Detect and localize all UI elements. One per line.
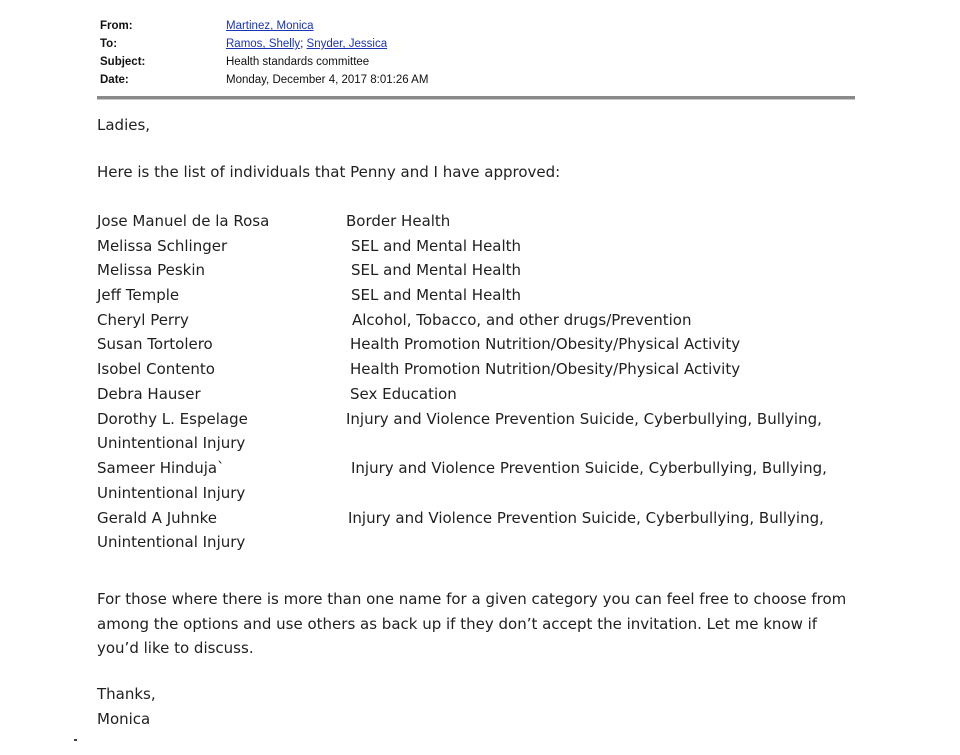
list-item [97,385,857,410]
closing-line: For those where there is more than one name for a given category you can feel free to choose from [97,590,847,608]
person-category: Health Promotion Nutrition/Obesity/Physical Activity [350,335,741,354]
intro-text: Here is the list of individuals that Penny and I have approved: [97,163,561,181]
person-name: Susan Tortolero [97,335,213,354]
person-name: Melissa Peskin [97,261,206,280]
from-label: From: [100,20,133,32]
to-row [100,35,428,53]
to-label: To: [100,38,118,50]
list-item [97,237,857,262]
greeting: Ladies, [97,116,151,134]
person-category: Health Promotion Nutrition/Obesity/Physical Activity [350,360,741,379]
date-value: Monday, December 4, 2017 8:01:26 AM [226,74,429,86]
person-name: Cheryl Perry [97,310,189,329]
recipient-separator: ; [300,38,304,50]
subject-row [100,53,428,71]
closing-line: you’d like to discuss. [97,639,254,658]
person-category: SEL and Mental Health [351,236,522,255]
closing-line: among the options and use others as back up if they don’t accept the invitation. Let me know if [97,614,818,633]
from-sender-link[interactable]: Martinez, Monica [226,20,314,32]
list-item [97,311,857,336]
list-item [97,335,857,360]
list-item [97,509,857,559]
person-category-continuation: Unintentional Injury [97,434,246,453]
person-category: SEL and Mental Health [351,286,522,305]
date-label: Date: [100,74,129,86]
email-header [100,17,428,89]
signoff-name: Monica [97,710,151,728]
thanks-line: Thanks, [97,685,156,703]
stray-mark [74,739,77,741]
list-item [97,286,857,311]
closing-paragraph [97,587,877,661]
list-item [97,410,857,460]
person-category: Injury and Violence Prevention Suicide, Cyberbullying, Bullying, [346,409,822,428]
subject-value: Health standards committee [226,56,370,68]
person-category: SEL and Mental Health [351,261,522,280]
to-recipient-link[interactable]: Ramos, Shelly [226,38,301,50]
person-category: Alcohol, Tobacco, and other drugs/Prevention [352,310,692,329]
person-name: Sameer Hinduja` [97,459,225,477]
person-name: Melissa Schlinger [97,236,228,255]
person-name: Jose Manuel de la Rosa [97,212,270,230]
person-name: Isobel Contento [97,360,215,379]
person-name: Jeff Temple [97,286,180,305]
list-item [97,261,857,286]
to-recipient-link[interactable]: Snyder, Jessica [306,38,388,50]
from-row [100,17,428,35]
subject-label: Subject: [100,56,146,68]
approved-individuals-list [97,212,857,558]
list-item [97,212,857,237]
list-item [97,360,857,385]
person-category: Border Health [346,212,451,230]
person-category-continuation: Unintentional Injury [97,483,246,502]
person-category: Injury and Violence Prevention Suicide, Cyberbullying, Bullying, [348,508,824,527]
header-divider [97,96,855,100]
date-row [100,71,428,89]
list-item [97,459,857,509]
person-category: Injury and Violence Prevention Suicide, Cyberbullying, Bullying, [351,459,827,477]
person-category: Sex Education [350,384,457,403]
person-name: Debra Hauser [97,384,201,403]
person-name: Dorothy L. Espelage [97,409,248,428]
person-category-continuation: Unintentional Injury [97,533,246,552]
person-name: Gerald A Juhnke [97,508,218,527]
